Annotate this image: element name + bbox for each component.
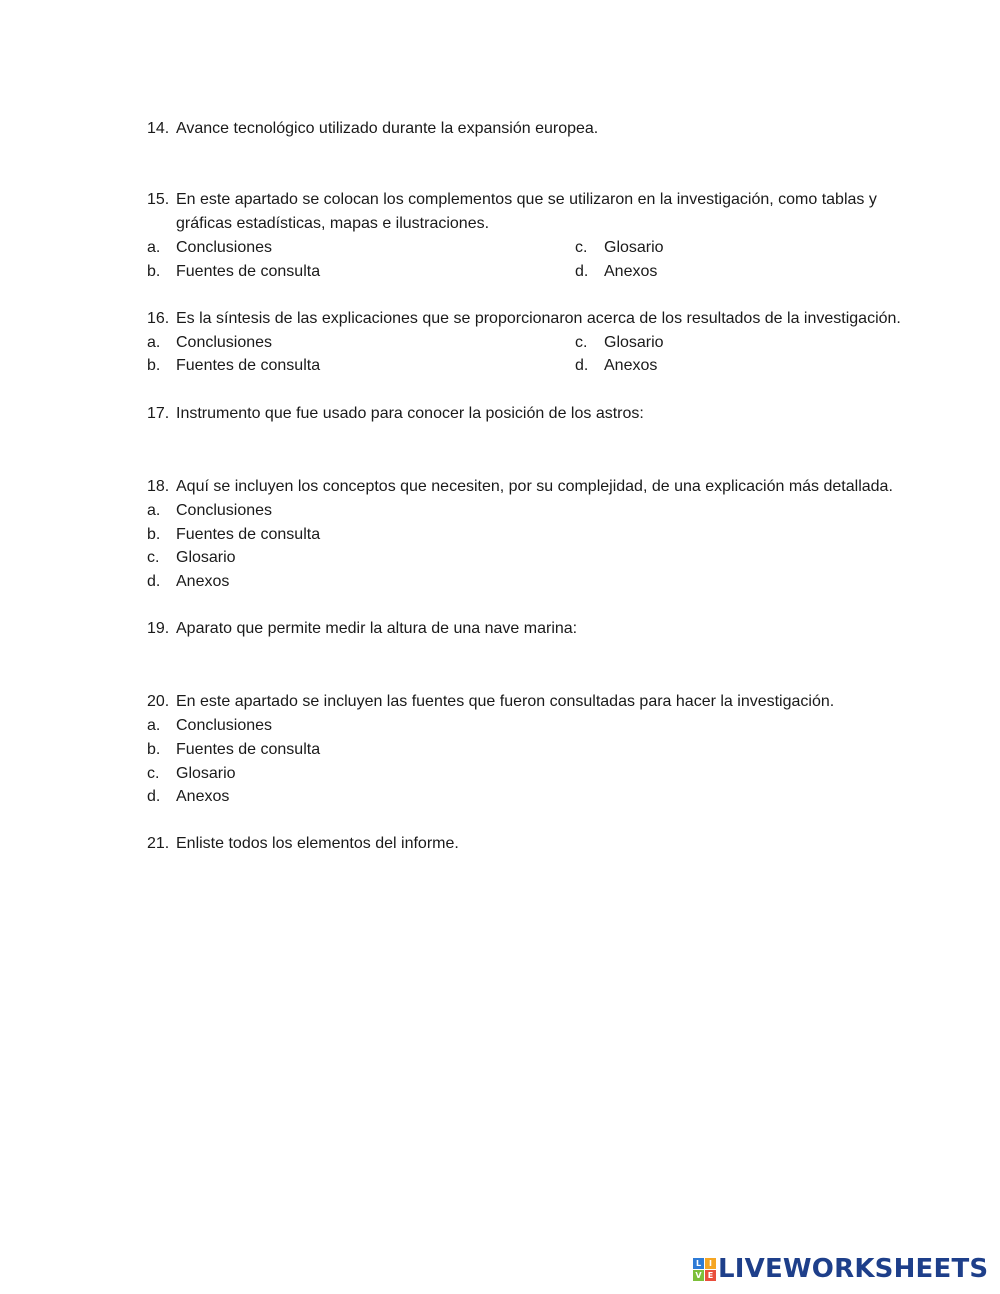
option-letter: c.: [147, 549, 160, 566]
tile-v: V: [693, 1270, 704, 1281]
logo-text: LIVEWORKSHEETS: [718, 1254, 989, 1284]
question-text: Aparato que permite medir la altura de una nave marina:: [176, 620, 578, 637]
option-letter: d.: [575, 357, 589, 374]
question-number: 15.: [147, 191, 170, 208]
option-letter: b.: [147, 741, 161, 758]
option-letter: d.: [147, 573, 161, 590]
option-letter: a.: [147, 334, 161, 351]
option-letter: b.: [147, 526, 161, 543]
option-label[interactable]: Anexos: [176, 788, 230, 805]
option-label[interactable]: Glosario: [604, 334, 664, 351]
question-text: Es la síntesis de las explicaciones que se proporcionaron acerca de los resultados de la investigación.: [176, 310, 901, 327]
tile-i: I: [705, 1258, 716, 1269]
option-label[interactable]: Anexos: [604, 357, 658, 374]
option-label[interactable]: Conclusiones: [176, 717, 273, 734]
option-label[interactable]: Fuentes de consulta: [176, 741, 321, 758]
option-label[interactable]: Conclusiones: [176, 502, 273, 519]
option-letter: b.: [147, 263, 161, 280]
option-letter: a.: [147, 239, 161, 256]
question-number: 19.: [147, 620, 170, 637]
question-text: Instrumento que fue usado para conocer la posición de los astros:: [176, 405, 644, 422]
option-letter: c.: [147, 765, 160, 782]
option-letter: d.: [575, 263, 589, 280]
question-number: 16.: [147, 310, 170, 327]
option-label[interactable]: Fuentes de consulta: [176, 357, 321, 374]
option-letter: a.: [147, 502, 161, 519]
question-number: 14.: [147, 120, 170, 137]
live-icon: [693, 1258, 716, 1281]
option-label[interactable]: Conclusiones: [176, 239, 273, 256]
question-text: En este apartado se colocan los complementos que se utilizaron en la investigación, como tablas y: [176, 191, 877, 208]
option-letter: c.: [575, 239, 588, 256]
question-text: Enliste todos los elementos del informe.: [176, 835, 459, 852]
question-number: 18.: [147, 478, 170, 495]
option-label[interactable]: Glosario: [176, 549, 236, 566]
option-letter: d.: [147, 788, 161, 805]
option-letter: a.: [147, 717, 161, 734]
question-text: gráficas estadísticas, mapas e ilustraciones.: [176, 215, 490, 232]
option-label[interactable]: Fuentes de consulta: [176, 526, 321, 543]
option-label[interactable]: Glosario: [176, 765, 236, 782]
option-label[interactable]: Anexos: [604, 263, 658, 280]
option-label[interactable]: Fuentes de consulta: [176, 263, 321, 280]
option-label[interactable]: Conclusiones: [176, 334, 273, 351]
option-letter: c.: [575, 334, 588, 351]
liveworksheets-logo: [693, 1255, 988, 1283]
question-number: 20.: [147, 693, 170, 710]
question-text: En este apartado se incluyen las fuentes que fueron consultadas para hacer la investigación.: [176, 693, 835, 710]
question-number: 21.: [147, 835, 170, 852]
option-label[interactable]: Anexos: [176, 573, 230, 590]
tile-e: E: [705, 1270, 716, 1281]
option-label[interactable]: Glosario: [604, 239, 664, 256]
question-text: Avance tecnológico utilizado durante la expansión europea.: [176, 120, 599, 137]
tile-l: L: [693, 1258, 704, 1269]
option-letter: b.: [147, 357, 161, 374]
question-text: Aquí se incluyen los conceptos que necesiten, por su complejidad, de una explicación más detallada.: [176, 478, 893, 495]
question-number: 17.: [147, 405, 170, 422]
